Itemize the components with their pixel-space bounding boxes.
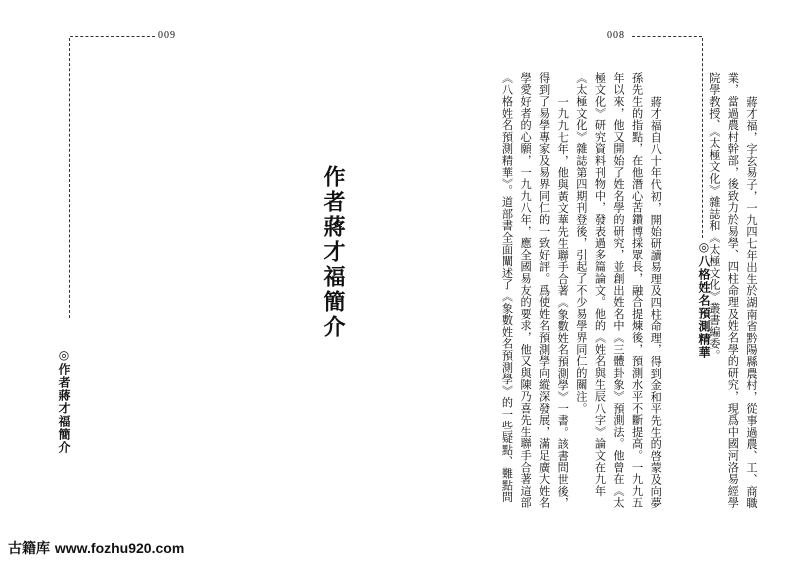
right-page-number: 008 <box>607 30 625 41</box>
left-header-dash <box>70 36 155 37</box>
text-column: 學愛好者的心願，一九九八年，應全國易友的要求，他又與陳乃喜先生聯手合著這部 <box>519 72 533 509</box>
text-column: 院學教授、《太極文化》雜誌和《太極文化》叢書編委。 <box>707 72 721 362</box>
right-running-title: ◎八格姓名預測精華 <box>697 240 711 359</box>
site-url[interactable]: www.fozhu920.com <box>54 540 185 556</box>
text-column: 《太極文化》雜誌第四期刊登後，引起了不少易學界同仁的關注。 <box>574 72 588 415</box>
text-column: 得到了易學專家及易界同仁的一致好評。爲使姓名預測學向縱深發展，滿足廣大姓名 <box>537 72 551 509</box>
text-column: 蔣才福，字玄易子，一九四七年出生於湖南省黔陽縣農村，從事過農、工、商職 <box>745 96 758 509</box>
right-header-dash <box>632 36 702 37</box>
body-text <box>57 72 760 522</box>
text-column: 年以來，他又開始了姓名學的研究，並創出姓名中《三體卦象》預測法。他曾在《太 <box>612 72 626 509</box>
text-column: 孫先生的指點，在他潛心苦鑽博採眾長，融合提煉後，預測水平不斷提高。一九九五 <box>630 72 644 509</box>
text-column: 業，當過農村幹部，後致力於易學、四柱命理及姓名學的研究，現爲中國河洛易經學 <box>726 72 740 509</box>
left-page-number: 009 <box>158 30 176 41</box>
text-column: 極文化》研究資料刊物中，發表過多篇論文。他的《姓名與生辰八字》論文在九年 <box>593 72 607 497</box>
text-column: 《八格姓名預測精華》。道部書全面闡述了《象數姓名預測學》的一些疑點、難點問 <box>500 72 514 503</box>
left-running-title: ◎作者蔣才福簡介 <box>57 348 71 454</box>
text-column: 蔣才福自八十年代初，開始研讀易理及四柱命理，得到金和平先生的啓蒙及向夢 <box>649 96 663 509</box>
page-title: 作者蔣才福簡介 <box>320 165 346 340</box>
text-column: 一九九七年，他與黃文華先生聯手合著《象數姓名預測學》一書。該書問世後， <box>556 96 570 509</box>
footer-watermark <box>8 538 184 558</box>
site-name: 古籍库 <box>8 541 50 557</box>
